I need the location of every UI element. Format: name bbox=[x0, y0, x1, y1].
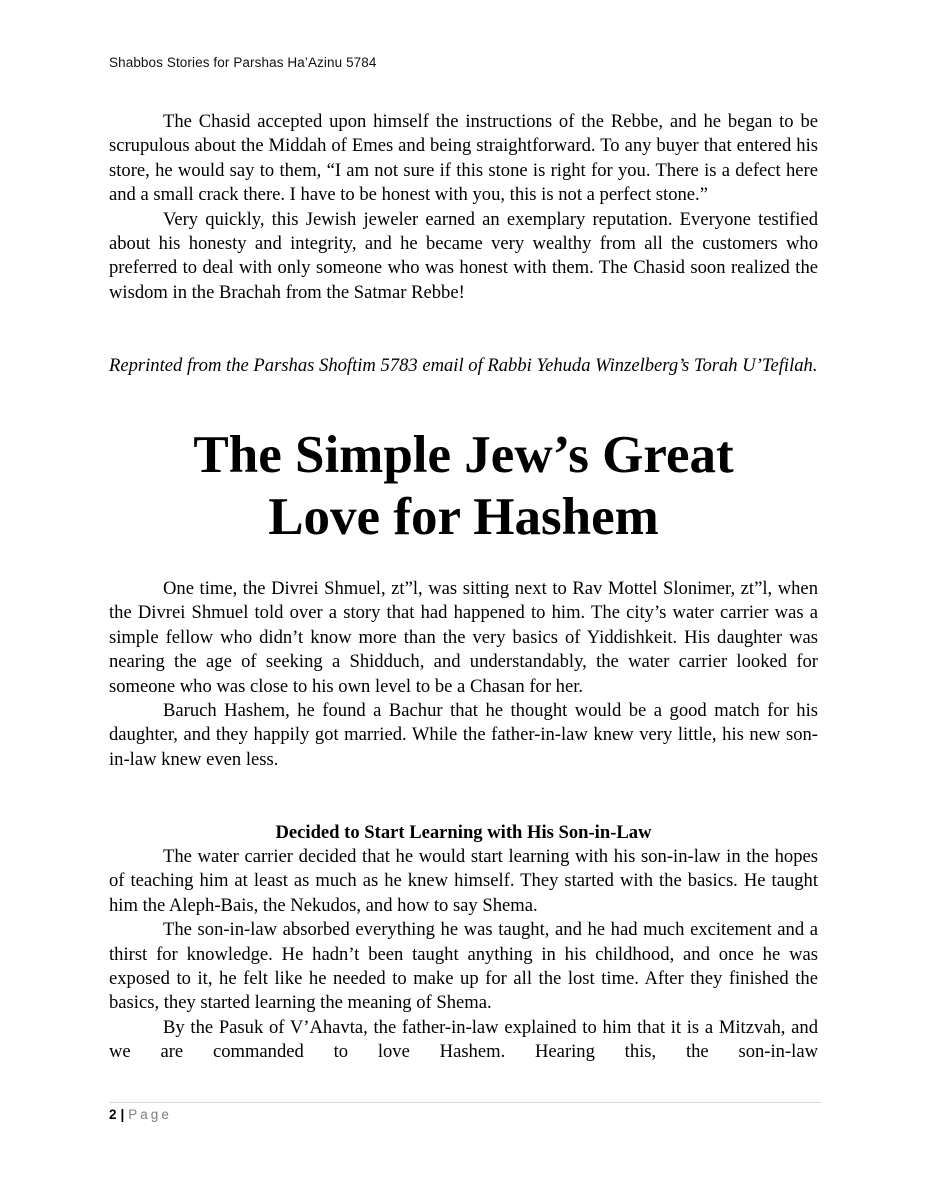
section-heading: Decided to Start Learning with His Son-in-Law bbox=[275, 822, 652, 843]
previous-story-text bbox=[109, 110, 818, 305]
footer-separator: | bbox=[120, 1107, 125, 1122]
article-intro bbox=[109, 577, 818, 772]
page-footer bbox=[109, 1106, 172, 1124]
page-label: Page bbox=[128, 1107, 172, 1122]
article-section-text bbox=[109, 845, 818, 1065]
footer-divider bbox=[109, 1102, 821, 1103]
running-header: Shabbos Stories for Parshas Ha’Azinu 5784 bbox=[109, 55, 377, 70]
reprint-credit: Reprinted from the Parshas Shoftim 5783 email of Rabbi Yehuda Winzelberg’s Torah U’Tefilah. bbox=[109, 355, 818, 376]
page-number: 2 bbox=[109, 1107, 117, 1122]
paragraph: The Chasid accepted upon himself the instructions of the Rebbe, and he began to be scrupulous about the Middah of Emes and being straightforward. To any buyer that entered his store, he would say to them, “I am not sure if this stone is right for you. There is a defect here and a small crack there. I have to be honest with you, this is not a perfect stone.” bbox=[109, 111, 818, 206]
paragraph: The son-in-law absorbed everything he was taught, and he had much excitement and a thirst for knowledge. He hadn’t been taught anything in his childhood, and once he was exposed to it, he felt like he needed to make up for all the lost time. After they finished the basics, they started learning the meaning of Shema. bbox=[109, 919, 818, 1014]
article-title-line-1: The Simple Jew’s Great bbox=[193, 426, 734, 484]
article-title bbox=[109, 424, 818, 548]
paragraph: One time, the Divrei Shmuel, zt”l, was sitting next to Rav Mottel Slonimer, zt”l, when the Divrei Shmuel told over a story that had happened to him. The city’s water carrier was a simple fellow who didn’t know more than the very basics of Yiddishkeit. His daughter was nearing the age of seeking a Shidduch, and understandably, the water carrier looked for someone who was close to his own level to be a Chasan for her. bbox=[109, 578, 818, 697]
paragraph: Very quickly, this Jewish jeweler earned an exemplary reputation. Everyone testified about his honesty and integrity, and he became very wealthy from all the customers who preferred to deal with only someone who was honest with them. The Chasid soon realized the wisdom in the Brachah from the Satmar Rebbe! bbox=[109, 208, 818, 303]
paragraph: By the Pasuk of V’Ahavta, the father-in-law explained to him that it is a Mitzvah, and we are commanded to love Hashem. Hearing this, the son-in-law bbox=[109, 1016, 818, 1063]
paragraph: Baruch Hashem, he found a Bachur that he thought would be a good match for his daughter, and they happily got married. While the father-in-law knew very little, his new son-in-law knew even less. bbox=[109, 700, 818, 770]
article-title-line-2: Love for Hashem bbox=[268, 488, 659, 546]
paragraph: The water carrier decided that he would start learning with his son-in-law in the hopes of teaching him at least as much as he knew himself. They started with the basics. He taught him the Aleph-Bais, the Nekudos, and how to say Shema. bbox=[109, 846, 818, 916]
